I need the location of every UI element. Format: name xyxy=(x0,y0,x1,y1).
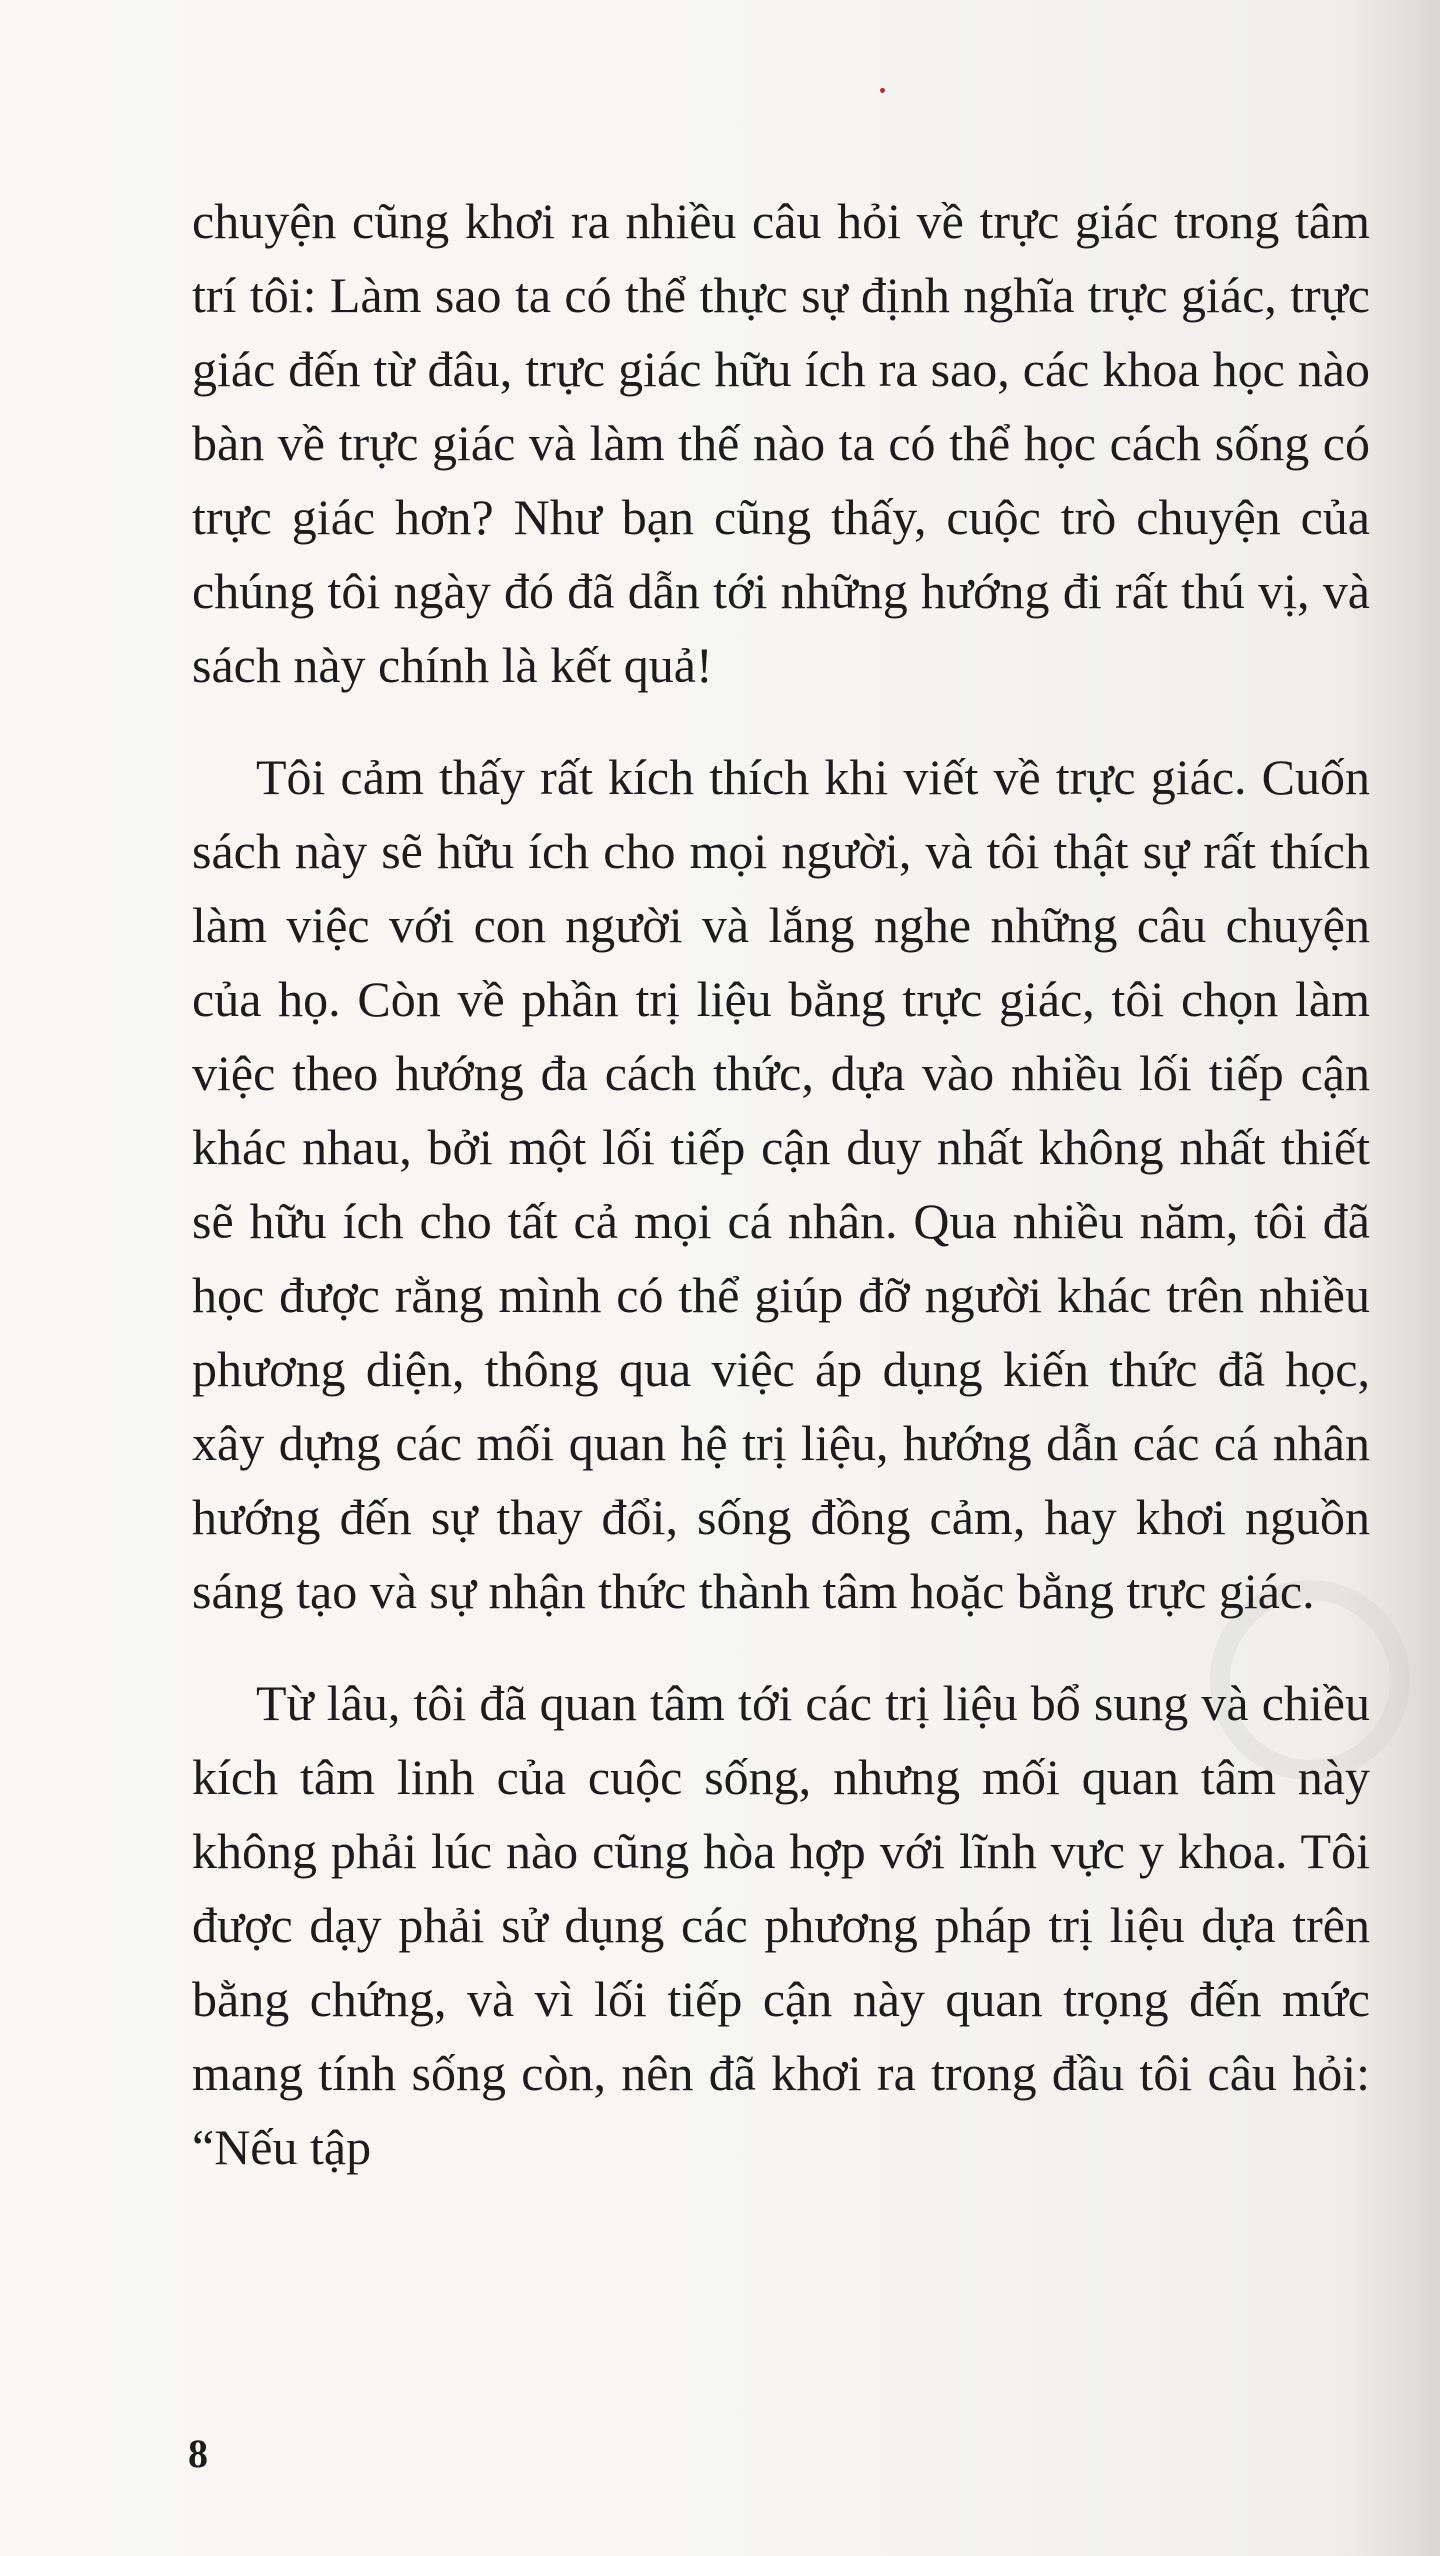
paragraph-2: Tôi cảm thấy rất kích thích khi viết về trực giác. Cuốn sách này sẽ hữu ích cho mọi người, và tôi thật sự rất thích làm việc với con người và lắng nghe những câu chuyện của họ. Còn về phần trị liệu bằng trực giác, tôi chọn làm việc theo hướng đa cách thức, dựa vào nhiều lối tiếp cận khác nhau, bởi một lối tiếp cận duy nhất không nhất thiết sẽ hữu ích cho tất cả mọi cá nhân. Qua nhiều năm, tôi đã học được rằng mình có thể giúp đỡ người khác trên nhiều phương diện, thông qua việc áp dụng kiến thức đã học, xây dựng các mối quan hệ trị liệu, hướng dẫn các cá nhân hướng đến sự thay đổi, sống đồng cảm, hay khơi nguồn sáng tạo và sự nhận thức thành tâm hoặc bằng trực giác. xyxy=(192,749,1370,1619)
paragraph-1: chuyện cũng khơi ra nhiều câu hỏi về trực giác trong tâm trí tôi: Làm sao ta có thể thực sự định nghĩa trực giác, trực giác đến từ đâu, trực giác hữu ích ra sao, các khoa học nào bàn về trực giác và làm thế nào ta có thể học cách sống có trực giác hơn? Như bạn cũng thấy, cuộc trò chuyện của chúng tôi ngày đó đã dẫn tới những hướng đi rất thú vị, và sách này chính là kết quả! xyxy=(192,193,1370,693)
paragraph-3: Từ lâu, tôi đã quan tâm tới các trị liệu bổ sung và chiều kích tâm linh của cuộc sống, nhưng mối quan tâm này không phải lúc nào cũng hòa hợp với lĩnh vực y khoa. Tôi được dạy phải sử dụng các phương pháp trị liệu dựa trên bằng chứng, và vì lối tiếp cận này quan trọng đến mức mang tính sống còn, nên đã khơi ra trong đầu tôi câu hỏi: “Nếu tập xyxy=(192,1675,1370,2175)
page-number: 8 xyxy=(188,2431,208,2476)
print-mark-dot xyxy=(880,88,885,93)
body-text xyxy=(192,184,1370,2184)
